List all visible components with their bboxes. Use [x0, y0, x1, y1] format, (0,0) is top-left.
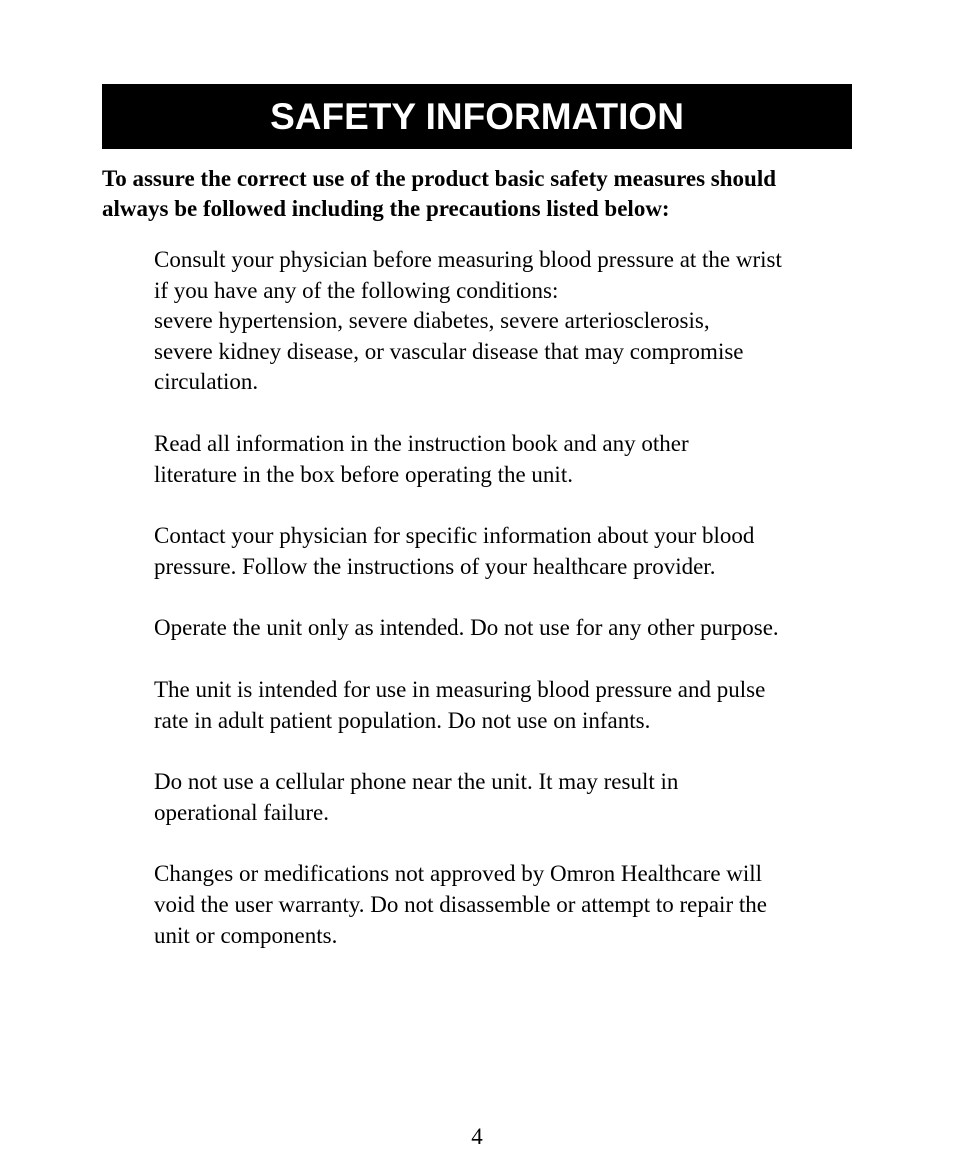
intro-line: always be followed including the precautions listed below: — [102, 196, 670, 221]
intro-paragraph — [102, 164, 862, 224]
precaution-line: Operate the unit only as intended. Do not use for any other purpose. — [154, 615, 779, 641]
precaution-list — [154, 245, 874, 982]
intro-line: To assure the correct use of the product basic safety measures should — [102, 166, 777, 191]
precaution-item — [154, 767, 874, 828]
precaution-line: severe hypertension, severe diabetes, severe arteriosclerosis, — [154, 308, 710, 334]
precaution-item — [154, 245, 874, 398]
page-title: SAFETY INFORMATION — [270, 95, 684, 137]
precaution-line: severe kidney disease, or vascular disease that may compromise — [154, 338, 744, 364]
precaution-item — [154, 429, 874, 490]
precaution-line: if you have any of the following conditions: — [154, 277, 559, 303]
precaution-line: circulation. — [154, 369, 259, 395]
precaution-line: Do not use a cellular phone near the unit. It may result in — [154, 769, 679, 795]
precaution-line: void the user warranty. Do not disassemble or attempt to repair the — [154, 891, 767, 917]
precaution-line: unit or components. — [154, 922, 338, 948]
precaution-line: Read all information in the instruction book and any other — [154, 430, 689, 456]
precaution-line: Contact your physician for specific information about your blood — [154, 523, 755, 549]
precaution-item — [154, 675, 874, 736]
section-header-bar — [102, 84, 852, 149]
precaution-item — [154, 859, 874, 951]
precaution-line: pressure. Follow the instructions of your healthcare provider. — [154, 553, 716, 579]
precaution-line: operational failure. — [154, 799, 329, 825]
precaution-line: The unit is intended for use in measuring blood pressure and pulse — [154, 676, 766, 702]
precaution-line: rate in adult patient population. Do not use on infants. — [154, 707, 651, 733]
precaution-line: Changes or medifications not approved by Omron Healthcare will — [154, 861, 763, 887]
page-number: 4 — [471, 1124, 483, 1149]
precaution-item — [154, 613, 874, 644]
precaution-line: Consult your physician before measuring blood pressure at the wrist — [154, 247, 782, 272]
precaution-line: literature in the box before operating the unit. — [154, 461, 573, 487]
precaution-item — [154, 521, 874, 582]
